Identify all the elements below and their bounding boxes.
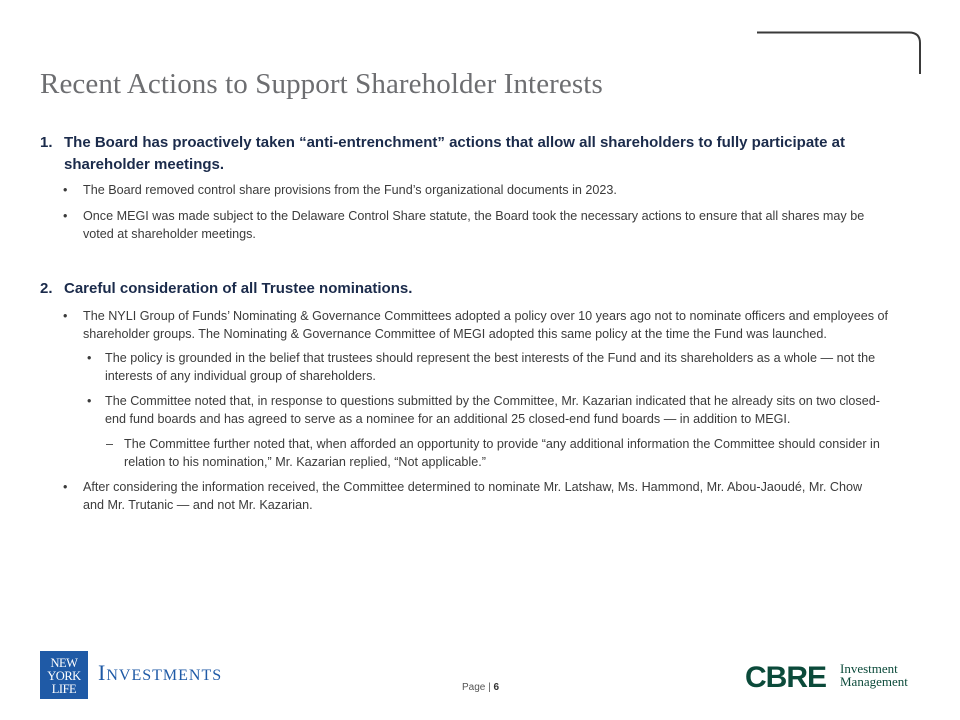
section-number: 2. (40, 280, 53, 297)
wordmark-rest: NVESTMENTS (106, 667, 223, 684)
bullet-marker: • (87, 394, 92, 408)
bullet-text: After considering the information received, the Committee determined to nominate Mr. Latshaw, Ms. Hammond, Mr. Abou-Jaoudé, Mr. Chow (83, 480, 863, 494)
bullet-text: The NYLI Group of Funds’ Nominating & Governance Committees adopted a policy over 10 years ago not to nominate officers and employees of (83, 309, 889, 323)
logo-line: LIFE (51, 682, 77, 696)
bullet-marker: • (63, 480, 68, 494)
cbre-investment-management (840, 662, 908, 688)
bullet-item (63, 207, 923, 243)
cbre-logo: CBRE (745, 661, 827, 694)
logo-line: NEW (50, 656, 78, 670)
page-number-value: 6 (493, 682, 500, 693)
section-number: 1. (40, 134, 53, 151)
sub-bullet-item (87, 349, 937, 385)
page-number (462, 682, 499, 693)
wordmark-cap: I (98, 660, 107, 685)
heading-line: Careful consideration of all Trustee nominations. (64, 280, 413, 297)
logo-line: YORK (47, 669, 81, 683)
new-york-life-logo (40, 651, 88, 699)
cbre-sub-line: Investment (840, 661, 898, 676)
corner-bracket-decoration (757, 31, 921, 74)
bullet-text: The Board removed control share provisions from the Fund’s organizational documents in 2023. (83, 183, 617, 197)
page-label: Page | (462, 682, 494, 693)
bullet-text: The Committee noted that, in response to questions submitted by the Committee, Mr. Kazarian indicated that he already sits on two closed- (105, 394, 880, 408)
bullet-marker: • (63, 183, 68, 197)
page-title: Recent Actions to Support Shareholder Interests (40, 68, 603, 100)
bullet-marker: • (87, 351, 92, 365)
bullet-text: Once MEGI was made subject to the Delaware Control Share statute, the Board took the necessary actions to ensure that all shares may be (83, 209, 865, 223)
bullet-marker: • (63, 309, 68, 323)
bullet-text: end fund boards and has agreed to serve as a nominee for an additional 25 closed-end fund boards — in addition to MEGI. (105, 412, 791, 426)
bullet-text: relation to his nomination,” Mr. Kazarian replied, “Not applicable.” (124, 455, 486, 469)
bullet-text: voted at shareholder meetings. (83, 227, 256, 241)
heading-line: shareholder meetings. (64, 156, 225, 173)
bullet-item (63, 478, 923, 514)
sub-bullet-item (87, 392, 937, 428)
bullet-text: The Committee further noted that, when afforded an opportunity to provide “any additional information the Committee should consider in (124, 437, 880, 451)
dash-marker: – (106, 437, 114, 451)
bullet-item (63, 181, 923, 199)
bullet-text: interests of any individual group of shareholders. (105, 369, 376, 383)
cbre-sub-line: Management (840, 674, 908, 689)
section-1-heading (40, 132, 920, 176)
sub-sub-dash-item (106, 435, 936, 471)
bullet-item (63, 307, 933, 343)
bullet-text: and Mr. Trutanic — and not Mr. Kazarian. (83, 498, 313, 512)
bullet-marker: • (63, 209, 68, 223)
heading-line: The Board has proactively taken “anti-entrenchment” actions that allow all shareholders to fully participate at (64, 134, 846, 151)
bullet-text: shareholder groups. The Nominating & Governance Committee of MEGI adopted this same policy at the time the Fund was launched. (83, 327, 827, 341)
section-2-heading (40, 278, 920, 300)
investments-wordmark (98, 660, 222, 686)
bullet-text: The policy is grounded in the belief that trustees should represent the best interests of the Fund and its shareholders as a whole — not the (105, 351, 876, 365)
